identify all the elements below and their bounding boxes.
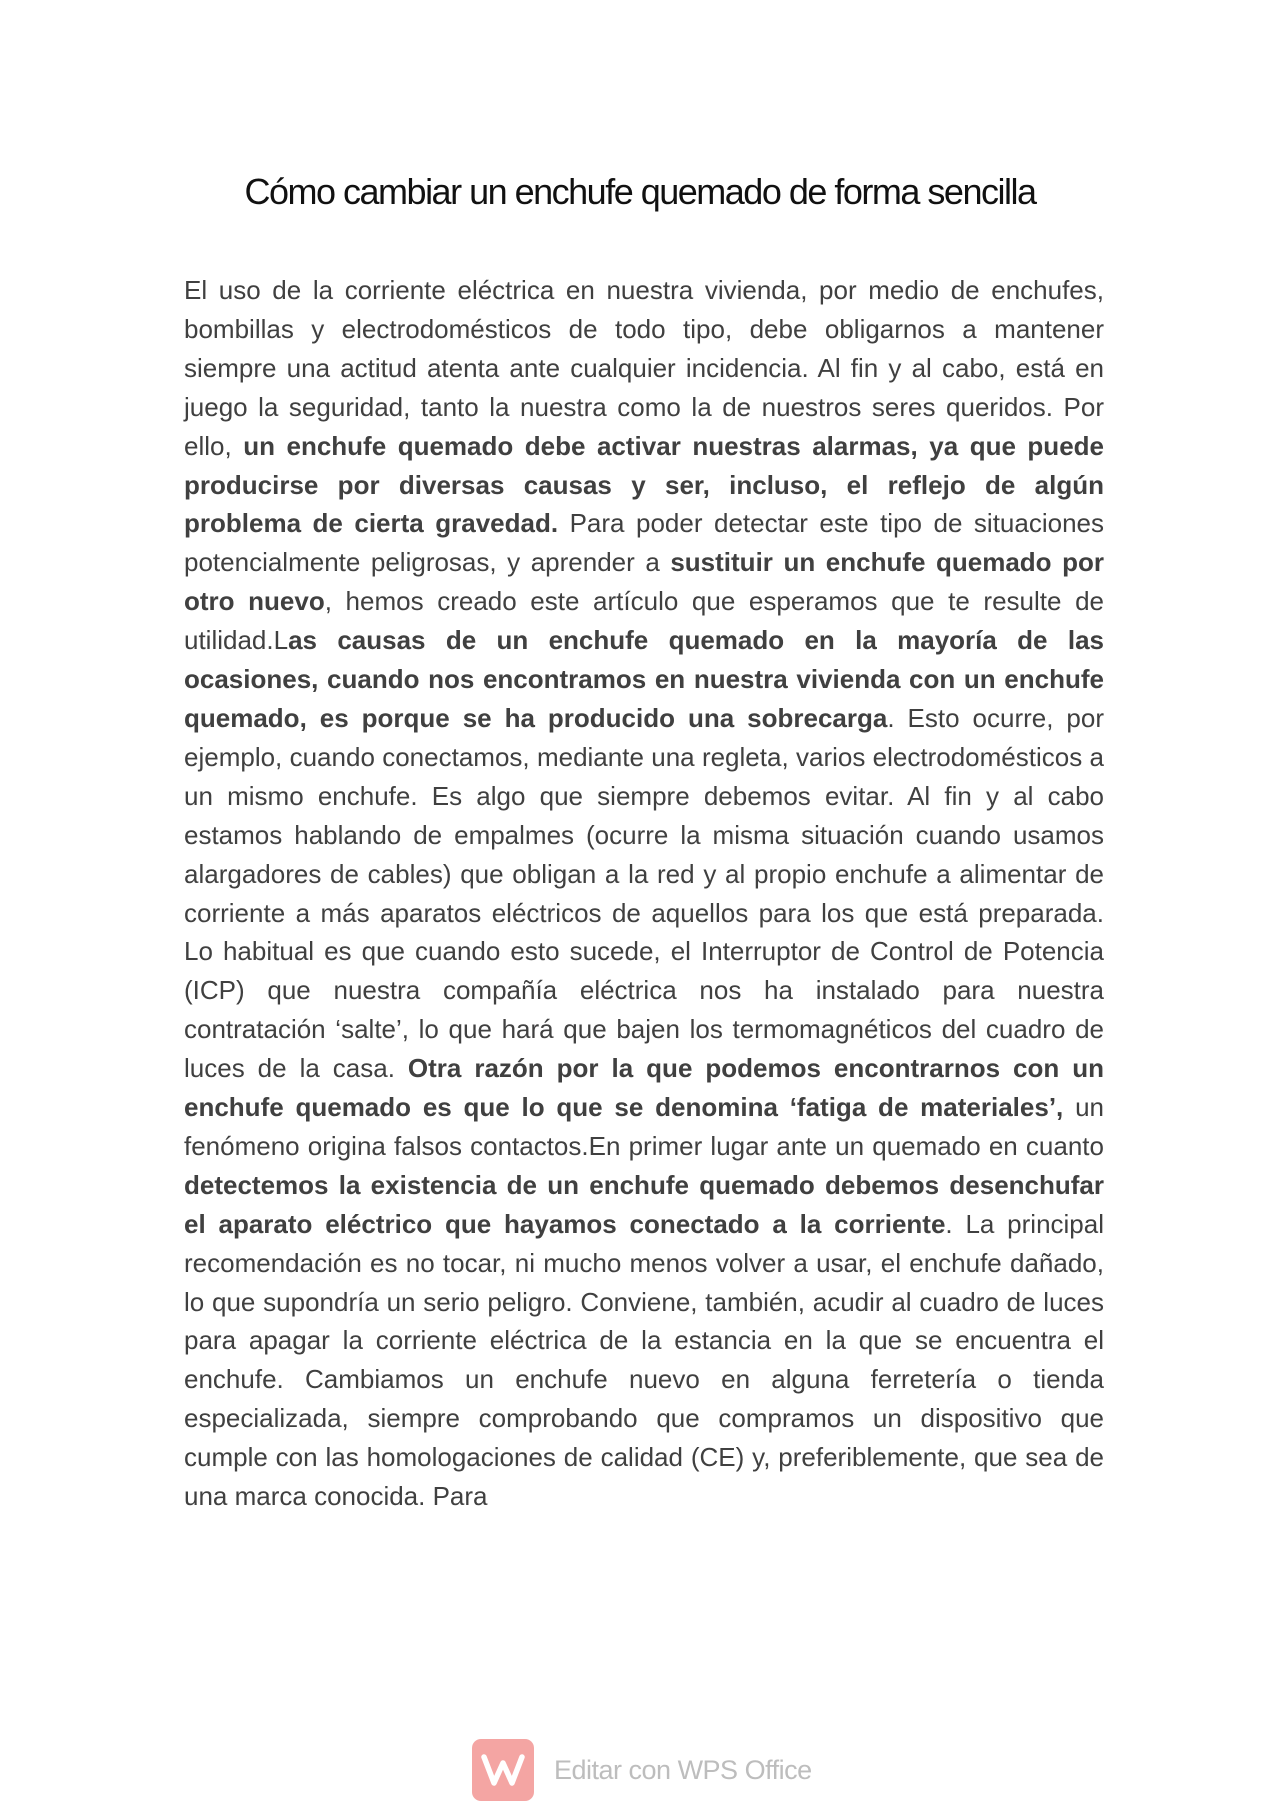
body-run: . La principal recomendación es no tocar, ni mucho menos volver a usar, el enchufe dañado, lo que supondría un serio peligro. Conviene, también, acudir al cuadro de luces para apagar la corriente eléctrica de la estancia en la que se encuentra el enchufe. Cambiamos un enchufe nuevo en alguna ferretería o tienda especializada, siempre comprobando que compramos un dispositivo que cumple con las homologaciones de calidad (CE) y, preferiblemente, que sea de una marca conocida. Para bbox=[184, 1208, 1104, 1512]
body-run: . Esto ocurre, por ejemplo, cuando conectamos, mediante una regleta, varios electrodomésticos a un mismo enchufe. Es algo que siempre debemos evitar. Al fin y al cabo estamos hablando de empalmes (ocurre la misma situación cuando usamos alargadores de cables) que obligan a la red y al propio enchufe a alimentar de corriente a más aparatos eléctricos de aquellos para los que está preparada. Lo habitual es que cuando esto sucede, el Interruptor de Control de Potencia (ICP) que nuestra compañía eléctrica nos ha instalado para nuestra contratación ‘salte’, lo que hará que bajen los termomagnéticos del cuadro de luces de la casa. bbox=[184, 702, 1105, 1084]
body-run: , hemos creado este artículo que esperamos que te resulte de utilidad.L bbox=[184, 586, 1104, 656]
wps-logo-icon bbox=[472, 1739, 534, 1801]
body-run-bold: detectemos la existencia de un enchufe quemado debemos desenchufar el aparato eléctrico que hayamos conectado a la corriente bbox=[184, 1169, 1104, 1239]
document-title: Cómo cambiar un enchufe quemado de forma sencilla bbox=[244, 171, 1036, 212]
body-run: un fenómeno origina falsos contactos.En primer lugar ante un quemado en cuanto bbox=[184, 1092, 1104, 1161]
body-run-bold: sustituir un enchufe quemado por otro nuevo bbox=[184, 547, 1104, 617]
wps-watermark-label: Editar con WPS Office bbox=[554, 1754, 812, 1785]
body-run-bold: as causas de un enchufe quemado en la mayoría de las ocasiones, cuando nos encontramos en nuestra vivienda con un enchufe quemado, es porque se ha producido una sobrecarga bbox=[184, 625, 1104, 733]
body-run: El uso de la corriente eléctrica en nuestra vivienda, por medio de enchufes, bombillas y electrodomésticos de todo tipo, debe obligarnos a mantener siempre una actitud atenta ante cualquier incidencia. Al fin y al cabo, está en juego la seguridad, tanto la nuestra como la de nuestros seres queridos. Por ello, bbox=[184, 275, 1104, 461]
body-run-bold: Otra razón por la que podemos encontrarnos con un enchufe quemado es que lo que se denomina ‘fatiga de materiales’, bbox=[184, 1053, 1105, 1123]
body-run: Para poder detectar este tipo de situaciones potencialmente peligrosas, y aprender a bbox=[184, 508, 1104, 578]
wps-watermark[interactable] bbox=[472, 1739, 812, 1801]
body-run-bold: un enchufe quemado debe activar nuestras alarmas, ya que puede producirse por diversas causas y ser, incluso, el reflejo de algún problema de cierta gravedad. bbox=[184, 430, 1104, 539]
document-body bbox=[184, 271, 1104, 1516]
